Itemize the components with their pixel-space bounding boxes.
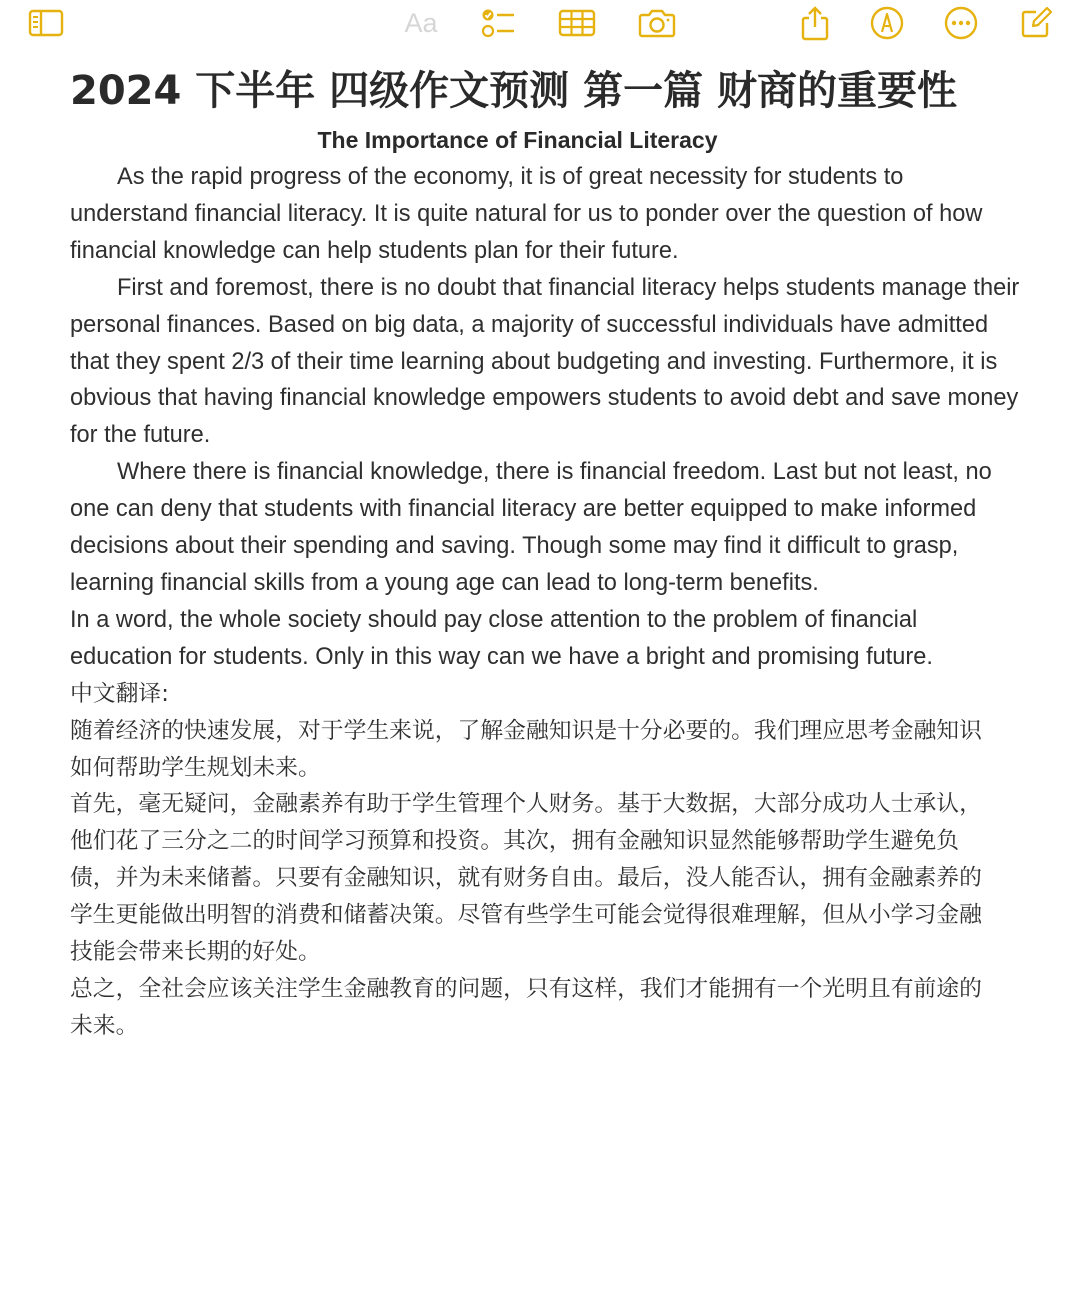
table-button[interactable] <box>557 4 597 42</box>
sidebar-icon <box>28 8 64 38</box>
camera-icon <box>638 7 676 39</box>
checklist-icon <box>480 6 518 40</box>
translation-paragraph: 随着经济的快速发展，对于学生来说，了解金融知识是十分必要的。我们理应思考金融知识如何帮助学生规划未来。 <box>70 717 982 781</box>
sidebar-button[interactable] <box>26 4 66 42</box>
share-button[interactable] <box>795 4 835 42</box>
toolbar <box>0 0 1080 48</box>
translation-paragraph: 总之，全社会应该关注学生金融教育的问题，只有这样，我们才能拥有一个光明且有前途的未来。 <box>70 975 982 1039</box>
essay-paragraph: First and foremost, there is no doubt that financial literacy helps students manage their personal finances. Based on big data, a majority of successful individuals have admitted that they spent 2/3 of their time learning about budgeting and investing. Furthermore, it is obvious that having financial knowledge empowers students to avoid debt and save money for the future. <box>70 274 1020 449</box>
essay-paragraph: As the rapid progress of the economy, it is of great necessity for students to understand financial literacy. It is quite natural for us to ponder over the question of how financial knowledge can help students plan for their future. <box>70 164 983 264</box>
share-icon <box>799 5 831 41</box>
note-body[interactable] <box>70 62 1020 1045</box>
markup-button[interactable] <box>867 4 907 42</box>
compose-button[interactable] <box>1016 4 1056 42</box>
translation-label: 中文翻译: <box>70 680 169 707</box>
essay-paragraph: Where there is financial knowledge, there is financial freedom. Last but not least, no one can deny that students with financial literacy are better equipped to make informed decisions about their spending and saving. Though some may find it difficult to grasp, learning financial skills from a young age can lead to long-term benefits. <box>70 459 992 596</box>
more-ellipsis-icon <box>943 5 979 41</box>
markup-pen-icon <box>869 5 905 41</box>
note-title: 2024 下半年 四级作文预测 第一篇 财商的重要性 <box>70 68 958 114</box>
text-format-icon: Aa <box>404 7 438 38</box>
checklist-button[interactable] <box>479 4 519 42</box>
essay-paragraph: In a word, the whole society should pay close attention to the problem of financial education for students. Only in this way can we have a bright and promising future. <box>70 606 933 670</box>
table-icon <box>558 8 596 38</box>
compose-icon <box>1019 6 1053 40</box>
translation-paragraph: 首先，毫无疑问，金融素养有助于学生管理个人财务。基于大数据，大部分成功人士承认，他们花了三分之二的时间学习预算和投资。其次，拥有金融知识显然能够帮助学生避免负债，并为未来储蓄。只要有金融知识，就有财务自由。最后，没人能否认，拥有金融素养的学生更能做出明智的消费和储蓄决策。尽管有些学生可能会觉得很难理解，但从小学习金融技能会带来长期的好处。 <box>70 791 982 966</box>
text-format-button[interactable] <box>398 4 444 42</box>
essay-title: The Importance of Financial Literacy <box>317 127 718 153</box>
camera-button[interactable] <box>637 4 677 42</box>
more-button[interactable] <box>941 4 981 42</box>
